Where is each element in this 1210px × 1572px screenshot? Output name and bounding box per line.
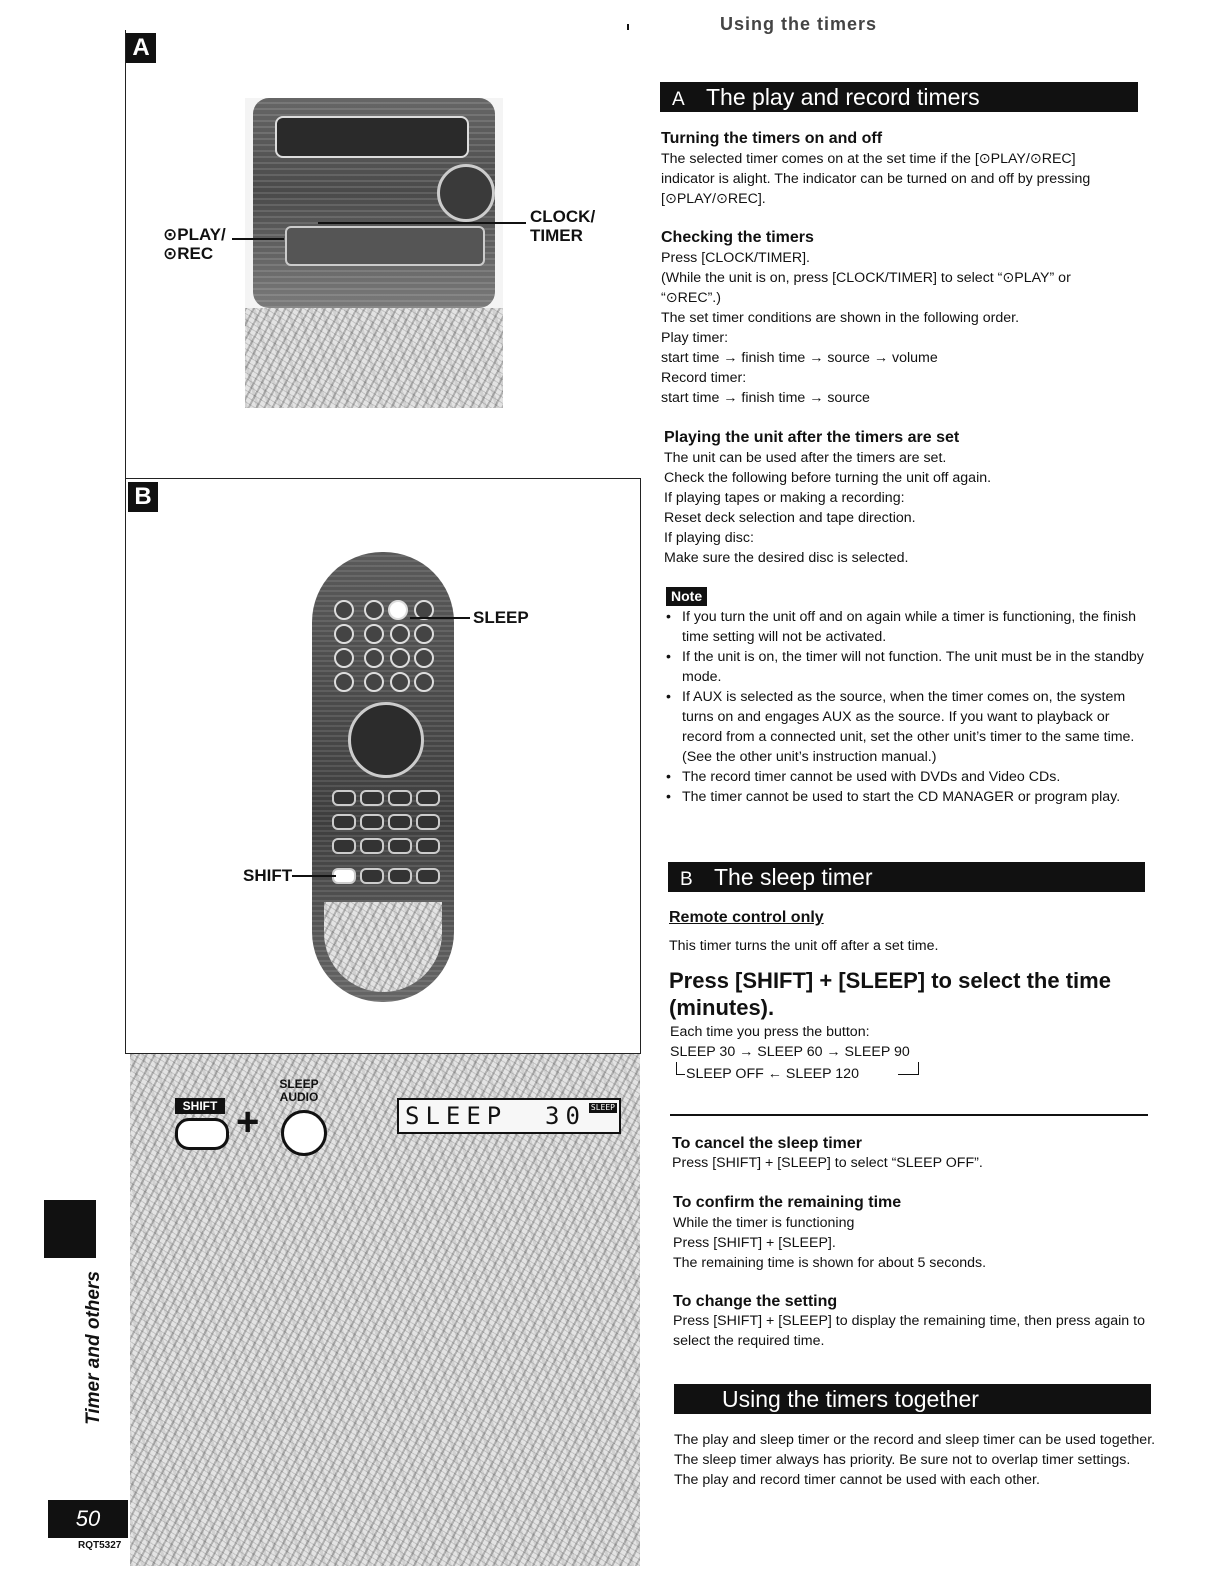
remote-button [390, 672, 410, 692]
checking-text: Press [CLOCK/TIMER]. (While the unit is on, press [CLOCK/TIMER] to select “⊙PLAY” or “⊙REC”.) The set timer conditions are shown in the following order. Play timer: start time → finish time → source → volume Record timer: start time → finish time → source [661, 250, 1071, 406]
section-b-letter: B [680, 869, 693, 890]
sleep-sequence-loop: SLEEP OFF ← SLEEP 120 [686, 1066, 859, 1082]
remote-control [312, 552, 454, 1002]
remote-button [334, 624, 354, 644]
playing-heading: Playing the unit after the timers are set [664, 429, 960, 446]
remote-button [364, 648, 384, 668]
remote-button [334, 672, 354, 692]
remote-key [416, 814, 440, 830]
unit-knob [437, 164, 495, 222]
sleep-intro: This timer turns the unit off after a set time. [669, 938, 939, 954]
figure-a-letter: A [126, 33, 156, 63]
remote-key [388, 790, 412, 806]
play-rec-callout: ⊙PLAY/ ⊙REC [163, 225, 226, 263]
change-heading: To change the setting [673, 1293, 838, 1310]
remote-key [332, 838, 356, 854]
remote-button [414, 672, 434, 692]
play-rec-leader-line [232, 238, 284, 240]
sequence-return-line [676, 1062, 685, 1075]
section-b-rule [670, 1114, 1148, 1116]
remote-button [364, 600, 384, 620]
unit-display-window [275, 116, 469, 158]
lcd-value: 30 [545, 1102, 586, 1130]
confirm-heading: To confirm the remaining time [673, 1194, 902, 1211]
sleep-leader-line [410, 617, 470, 619]
lcd-text: SLEEP [405, 1102, 508, 1130]
clock-timer-leader-line [318, 222, 526, 224]
model-code: RQT5327 [78, 1540, 122, 1551]
remote-key [360, 814, 384, 830]
clock-timer-callout: CLOCK/ TIMER [530, 207, 596, 245]
together-text: The play and sleep timer or the record and sleep timer can be used together. The sleep timer always has priority. Be sure not to overlap timer settings. The play and record timer cannot be used with each other. [674, 1432, 1156, 1488]
sleep-key-label: SLEEP AUDIO [279, 1077, 319, 1104]
turning-heading: Turning the timers on and off [661, 130, 883, 147]
confirm-text: While the timer is functioning Press [SHIFT] + [SLEEP]. The remaining time is shown for about 5 seconds. [673, 1215, 987, 1271]
figure-b-letter: B [128, 482, 158, 512]
note-item: • If AUX is selected as the source, when the timer comes on, the system turns on and engages AUX as the source. If you want to playback or record from a connected unit, set the other unit’s timer to the same time. (See the other unit’s instruction manual.) [666, 687, 1150, 767]
running-title: Using the timers [720, 14, 878, 34]
remote-key [416, 838, 440, 854]
sleep-callout: SLEEP [473, 608, 529, 627]
main-unit-image [245, 98, 503, 408]
unit-tape-deck [285, 226, 485, 266]
shift-key: SHIFT [175, 1098, 225, 1114]
checking-heading: Checking the timers [661, 229, 814, 246]
shift-leader-line [292, 875, 336, 877]
remote-button [414, 624, 434, 644]
plus-sign: + [236, 1100, 260, 1144]
sequence-return-line [898, 1062, 919, 1075]
lcd-badge: SLEEP [590, 1103, 615, 1112]
remote-key [388, 814, 412, 830]
side-tab-label: Timer and others [83, 1271, 104, 1425]
remote-key [416, 790, 440, 806]
section-b-title-bar [668, 862, 1145, 892]
remote-only-label: Remote control only [669, 909, 824, 926]
remote-button [334, 648, 354, 668]
remote-dpad [348, 702, 424, 778]
section-b-title: The sleep timer [714, 864, 873, 890]
remote-button [364, 672, 384, 692]
remote-button [334, 600, 354, 620]
remote-key [360, 838, 384, 854]
remote-key [360, 790, 384, 806]
sleep-button-press [281, 1110, 327, 1156]
remote-key [360, 868, 384, 884]
section-a-title-bar [660, 82, 1138, 112]
remote-button [390, 624, 410, 644]
turning-text: The selected timer comes on at the set time if the [⊙PLAY/⊙REC] indicator is alight. The indicator can be turned on and off by pressing [⊙PLAY/⊙REC]. [661, 151, 1091, 207]
section-a-letter: A [672, 89, 685, 110]
sleep-instruction: Press [SHIFT] + [SLEEP] to select the time (minutes). [669, 968, 1111, 1020]
note-item: • If you turn the unit off and on again while a timer is functioning, the finish time setting will not be activated. [666, 607, 1150, 647]
cancel-heading: To cancel the sleep timer [672, 1135, 862, 1152]
together-title-bar [674, 1384, 1151, 1414]
note-item: • The record timer cannot be used with DVDs and Video CDs. [666, 767, 1150, 787]
change-text: Press [SHIFT] + [SLEEP] to display the remaining time, then press again to select the required time. [673, 1313, 1145, 1349]
remote-bottom-noise [324, 902, 442, 992]
lcd-display [397, 1098, 621, 1134]
shift-callout: SHIFT [243, 866, 293, 885]
note-list [666, 607, 1150, 807]
page-number: 50 [48, 1500, 128, 1538]
sleep-button-highlight [388, 600, 408, 620]
note-item: • If the unit is on, the timer will not function. The unit must be in the standby mode. [666, 647, 1150, 687]
section-a-title: The play and record timers [706, 84, 980, 110]
playing-text: The unit can be used after the timers are set. Check the following before turning the unit off again. If playing tapes or making a recording: Reset deck selection and tape direction. If playing disc: Make sure the desired disc is selected. [664, 450, 992, 566]
remote-button [414, 648, 434, 668]
shift-button-press [175, 1118, 229, 1150]
remote-button [390, 648, 410, 668]
together-title: Using the timers together [722, 1386, 979, 1412]
remote-button [364, 624, 384, 644]
cancel-text: Press [SHIFT] + [SLEEP] to select “SLEEP OFF”. [672, 1155, 983, 1171]
note-badge: Note [666, 587, 707, 606]
remote-key [388, 868, 412, 884]
remote-key [388, 838, 412, 854]
note-item: • The timer cannot be used to start the CD MANAGER or program play. [666, 787, 1150, 807]
sleep-sequence: Each time you press the button: SLEEP 30 → SLEEP 60 → SLEEP 90 [670, 1024, 910, 1060]
remote-key [416, 868, 440, 884]
unit-lower-noise [245, 308, 503, 408]
remote-key [332, 814, 356, 830]
remote-key [332, 790, 356, 806]
